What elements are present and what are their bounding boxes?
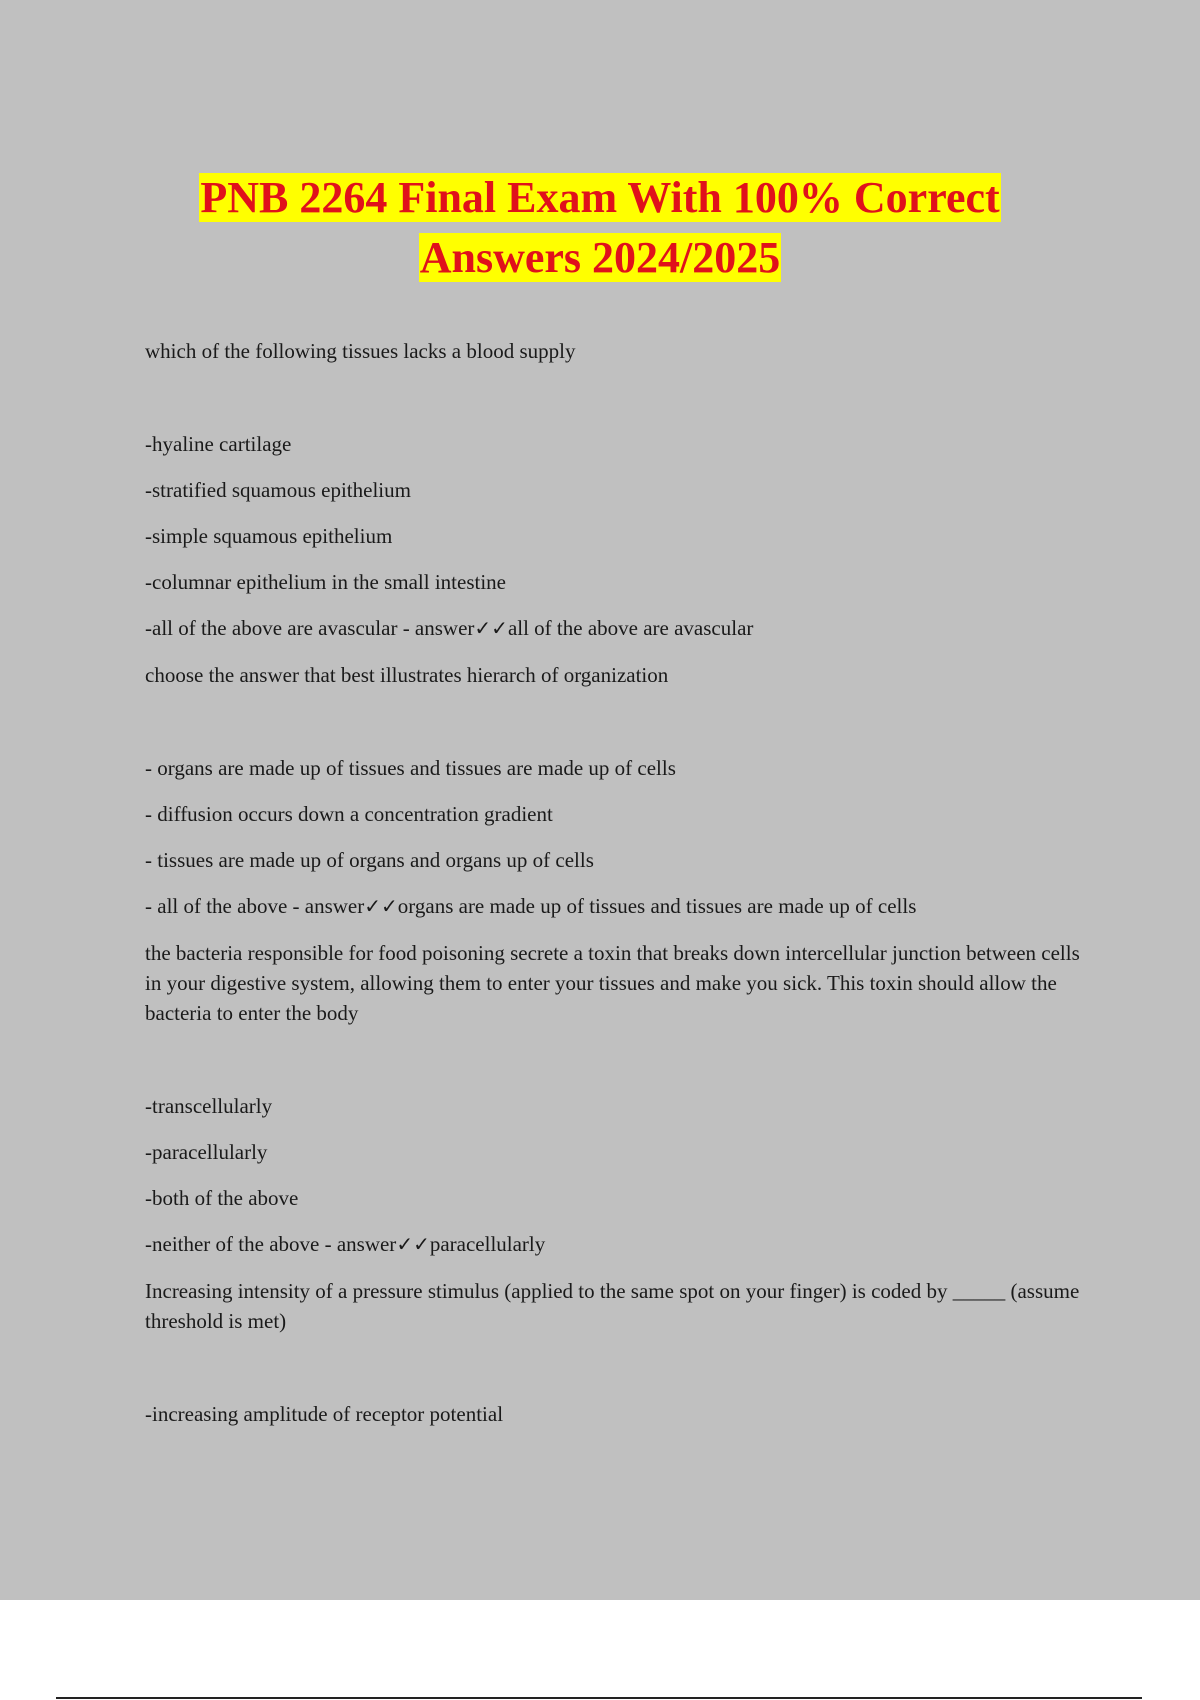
checkmark-icon: ✓✓: [474, 616, 508, 640]
answer-option: - organs are made up of tissues and tissues are made up of cells: [145, 756, 676, 780]
footer-rule: [56, 1697, 1142, 1699]
question-prompt: the bacteria responsible for food poisoning secrete a toxin that breaks down intercellular junction between cells in your digestive system, allowing them to enter your tissues and make you sick. This toxin should allow the bacteria to enter the body: [145, 941, 1080, 1025]
last-option: - all of the above - answer: [145, 894, 365, 918]
title-line-1: PNB 2264 Final Exam With 100% Correct: [200, 173, 1000, 222]
answer-option: -increasing amplitude of receptor potential: [145, 1402, 504, 1426]
title-line-2: Answers 2024/2025: [419, 233, 781, 282]
answer-option: -both of the above: [145, 1186, 299, 1210]
last-option: -all of the above are avascular - answer: [145, 616, 475, 640]
question-prompt: which of the following tissues lacks a blood supply: [145, 339, 576, 363]
answer-option: - diffusion occurs down a concentration gradient: [145, 802, 553, 826]
checkmark-icon: ✓✓: [396, 1232, 430, 1256]
answer-option: -stratified squamous epithelium: [145, 478, 411, 502]
correct-answer: organs are made up of tissues and tissues are made up of cells: [397, 894, 917, 918]
question-prompt: choose the answer that best illustrates hierarch of organization: [145, 663, 669, 687]
question-prompt: Increasing intensity of a pressure stimulus (applied to the same spot on your finger) is coded by _____ (assume threshold is met): [145, 1279, 1080, 1333]
answer-option: - tissues are made up of organs and organs up of cells: [145, 848, 594, 872]
answer-line: [145, 892, 1095, 920]
answer-line: [145, 614, 1095, 642]
question-block: [145, 660, 1095, 920]
question-block: [145, 1276, 1095, 1428]
document-title: [0, 168, 1200, 288]
checkmark-icon: ✓✓: [364, 894, 398, 918]
answer-option: -hyaline cartilage: [145, 432, 292, 456]
answer-line: [145, 1230, 1095, 1258]
answer-option: -paracellularly: [145, 1140, 268, 1164]
questions-list: [145, 336, 1095, 1446]
question-block: [145, 938, 1095, 1258]
answer-option: -simple squamous epithelium: [145, 524, 393, 548]
correct-answer: paracellularly: [429, 1232, 546, 1256]
answer-option: -transcellularly: [145, 1094, 273, 1118]
answer-option: -columnar epithelium in the small intestine: [145, 570, 506, 594]
correct-answer: all of the above are avascular: [507, 616, 754, 640]
last-option: -neither of the above - answer: [145, 1232, 397, 1256]
question-block: [145, 336, 1095, 642]
